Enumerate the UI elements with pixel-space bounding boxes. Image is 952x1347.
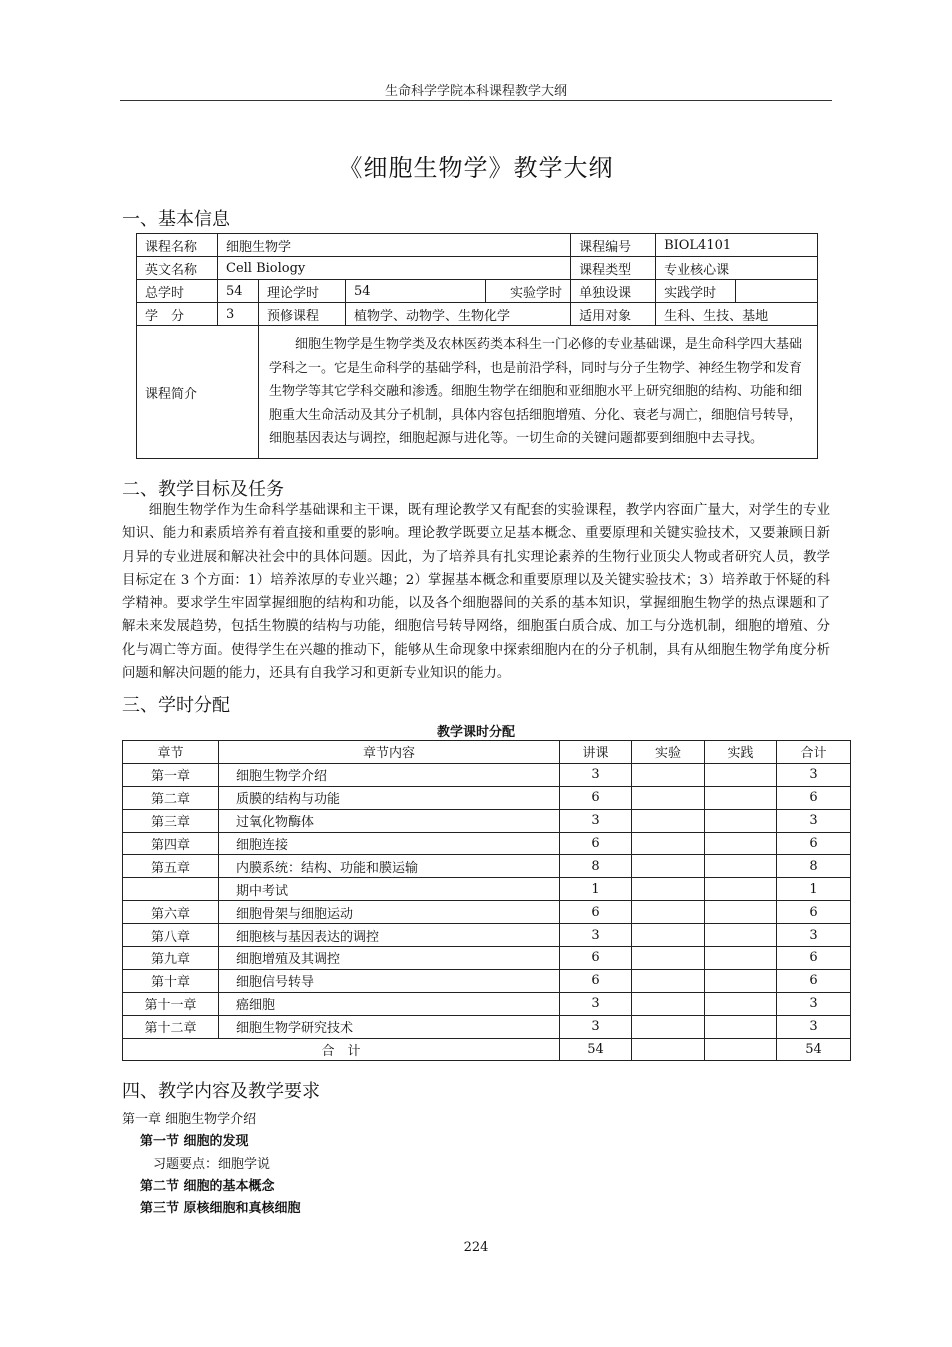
table-row — [123, 763, 851, 786]
info-row — [137, 257, 818, 280]
section-line: 第一节 细胞的发现 — [140, 1134, 249, 1149]
lecture-hours-cell: 8 — [560, 855, 632, 878]
info-label: 学 分 — [137, 303, 218, 326]
table-row — [123, 901, 851, 924]
total-label: 合 计 — [123, 1038, 560, 1061]
lab-hours-cell — [632, 855, 705, 878]
lab-hours-cell — [632, 969, 705, 992]
chapter-title-cell: 细胞生物学介绍 — [219, 763, 560, 786]
objectives-paragraph: 细胞生物学作为生命科学基础课和主干课，既有理论教学又有配套的实验课程，教学内容面广量大，对学生的专业知识、能力和素质培养有着直接和重要的影响。理论教学既要立足基本概念、重要原理和关键实验技术，又要兼顾日新月异的专业进展和解决社会中的具体问题。因此，为了培养具有扎实理论素养的生物行业顶尖人物或者研究人员，教学目标定在 3 个方面：1）培养浓厚的专业兴趣；2）掌握基本概念和重要原理以及关键实验技术；3）培养敢于怀疑的科学精神。要求学生牢固掌握细胞的结构和功能，以及各个细胞器间的关系的基本知识，掌握细胞生物学的热点课题和了解未来发展趋势，包括生物膜的结构与功能，细胞信号转导网络，细胞蛋白质合成、加工与分选机制，细胞的增殖、分化与凋亡等方面。使得学生在兴趣的推动下，能够从生命现象中探索细胞内在的分子机制，具有从细胞生物学角度分析问题和解决问题的能力，还具有自我学习和更新专业知识的能力。 — [122, 503, 830, 682]
table-header-row — [123, 741, 851, 764]
chapter-cell: 第十章 — [123, 969, 219, 992]
exercise-points: 习题要点：细胞学说 — [153, 1157, 271, 1172]
info-value-credits: 3 — [218, 303, 259, 326]
chapter-title-cell: 细胞生物学研究技术 — [219, 1015, 560, 1038]
column-header: 实践 — [705, 741, 777, 764]
lecture-hours-cell: 3 — [560, 1015, 632, 1038]
info-value-course-code: BIOL4101 — [656, 234, 818, 257]
chapter-cell: 第一章 — [123, 763, 219, 786]
practice-hours-cell — [705, 1015, 777, 1038]
lab-hours-cell — [632, 1015, 705, 1038]
practice-hours-cell — [705, 832, 777, 855]
practice-hours-cell — [705, 901, 777, 924]
chapter-heading: 第一章 细胞生物学介绍 — [122, 1112, 257, 1127]
chapter-cell: 第六章 — [123, 901, 219, 924]
info-label: 实践学时 — [656, 280, 736, 303]
info-label: 总学时 — [137, 280, 218, 303]
lab-hours-cell — [632, 992, 705, 1015]
column-header: 讲课 — [560, 741, 632, 764]
total-practice — [705, 1038, 777, 1061]
lab-hours-cell — [632, 809, 705, 832]
info-label: 预修课程 — [259, 303, 346, 326]
total-hours-cell: 6 — [777, 947, 851, 970]
chapter-title-cell: 质膜的结构与功能 — [219, 786, 560, 809]
lab-hours-cell — [632, 901, 705, 924]
total-lecture: 54 — [560, 1038, 632, 1061]
practice-hours-cell — [705, 855, 777, 878]
chapter-cell: 第五章 — [123, 855, 219, 878]
table-row — [123, 969, 851, 992]
table-caption: 教学课时分配 — [436, 725, 515, 740]
info-value-english-name: Cell Biology — [218, 257, 571, 280]
chapter-title-cell: 细胞增殖及其调控 — [219, 947, 560, 970]
info-label: 适用对象 — [571, 303, 656, 326]
total-sum: 54 — [777, 1038, 851, 1061]
info-label: 英文名称 — [137, 257, 218, 280]
chapter-title-cell: 细胞骨架与细胞运动 — [219, 901, 560, 924]
practice-hours-cell — [705, 992, 777, 1015]
practice-hours-cell — [705, 763, 777, 786]
table-row — [123, 855, 851, 878]
chapter-cell: 第八章 — [123, 924, 219, 947]
hours-table — [122, 740, 851, 1061]
info-value-practice-hours — [736, 280, 818, 303]
lecture-hours-cell: 3 — [560, 992, 632, 1015]
lab-hours-cell — [632, 763, 705, 786]
chapter-title-cell: 期中考试 — [219, 878, 560, 901]
table-row — [123, 832, 851, 855]
lecture-hours-cell: 3 — [560, 763, 632, 786]
column-header: 合计 — [777, 741, 851, 764]
info-label: 课程名称 — [137, 234, 218, 257]
lab-hours-cell — [632, 786, 705, 809]
lecture-hours-cell: 6 — [560, 969, 632, 992]
table-row — [123, 947, 851, 970]
chapter-cell — [123, 878, 219, 901]
chapter-cell: 第九章 — [123, 947, 219, 970]
chapter-cell: 第十二章 — [123, 1015, 219, 1038]
table-row — [123, 809, 851, 832]
basic-info-table — [136, 233, 818, 459]
lecture-hours-cell: 6 — [560, 947, 632, 970]
chapter-title-cell: 癌细胞 — [219, 992, 560, 1015]
practice-hours-cell — [705, 809, 777, 832]
lecture-hours-cell: 6 — [560, 786, 632, 809]
info-label: 单独设课 — [571, 280, 656, 303]
chapter-title-cell: 内膜系统：结构、功能和膜运输 — [219, 855, 560, 878]
total-hours-cell: 3 — [777, 1015, 851, 1038]
practice-hours-cell — [705, 969, 777, 992]
chapter-title-cell: 细胞连接 — [219, 832, 560, 855]
info-value-total-hours: 54 — [218, 280, 259, 303]
total-hours-cell: 3 — [777, 992, 851, 1015]
lecture-hours-cell: 3 — [560, 924, 632, 947]
section-line: 第二节 细胞的基本概念 — [140, 1179, 275, 1194]
info-value-prereq: 植物学、动物学、生物化学 — [346, 303, 571, 326]
info-value-audience: 生科、生技、基地 — [656, 303, 818, 326]
lecture-hours-cell: 6 — [560, 832, 632, 855]
lecture-hours-cell: 3 — [560, 809, 632, 832]
info-value-course-name: 细胞生物学 — [218, 234, 571, 257]
info-row — [137, 234, 818, 257]
chapter-title-cell: 细胞核与基因表达的调控 — [219, 924, 560, 947]
practice-hours-cell — [705, 947, 777, 970]
total-hours-cell: 6 — [777, 969, 851, 992]
column-header: 章节内容 — [219, 741, 560, 764]
column-header: 实验 — [632, 741, 705, 764]
document-title: 《细胞生物学》教学大纲 — [338, 154, 614, 182]
running-header: 生命科学学院本科课程教学大纲 — [384, 84, 567, 99]
chapter-title-cell: 细胞信号转导 — [219, 969, 560, 992]
practice-hours-cell — [705, 924, 777, 947]
table-row — [123, 878, 851, 901]
table-row — [123, 1015, 851, 1038]
chapter-cell: 第二章 — [123, 786, 219, 809]
info-value-theory-hours: 54 — [346, 280, 486, 303]
info-label: 课程类型 — [571, 257, 656, 280]
lab-hours-cell — [632, 947, 705, 970]
info-label: 实验学时 — [486, 280, 571, 303]
lecture-hours-cell: 1 — [560, 878, 632, 901]
lab-hours-cell — [632, 878, 705, 901]
info-row — [137, 303, 818, 326]
table-total-row — [123, 1038, 851, 1061]
lab-hours-cell — [632, 832, 705, 855]
chapter-cell: 第三章 — [123, 809, 219, 832]
total-hours-cell: 8 — [777, 855, 851, 878]
chapter-title-cell: 过氧化物酶体 — [219, 809, 560, 832]
info-row — [137, 280, 818, 303]
total-hours-cell: 3 — [777, 763, 851, 786]
total-lab — [632, 1038, 705, 1061]
section-heading-basic-info: 一、基本信息 — [122, 209, 230, 230]
lab-hours-cell — [632, 924, 705, 947]
chapter-cell: 第十一章 — [123, 992, 219, 1015]
practice-hours-cell — [705, 786, 777, 809]
table-row — [123, 786, 851, 809]
info-label: 课程编号 — [571, 234, 656, 257]
info-row-intro — [137, 326, 818, 459]
practice-hours-cell — [705, 878, 777, 901]
total-hours-cell: 3 — [777, 809, 851, 832]
total-hours-cell: 6 — [777, 901, 851, 924]
column-header: 章节 — [123, 741, 219, 764]
chapter-cell: 第四章 — [123, 832, 219, 855]
header-rule — [120, 100, 832, 101]
info-value-course-type: 专业核心课 — [656, 257, 818, 280]
section-line: 第三节 原核细胞和真核细胞 — [140, 1201, 301, 1216]
section-heading-objectives: 二、教学目标及任务 — [122, 479, 284, 500]
page-number: 224 — [463, 1240, 489, 1255]
section-heading-hours: 三、学时分配 — [122, 695, 230, 716]
lecture-hours-cell: 6 — [560, 901, 632, 924]
total-hours-cell: 6 — [777, 832, 851, 855]
total-hours-cell: 6 — [777, 786, 851, 809]
info-label: 课程简介 — [137, 326, 259, 459]
section-heading-content: 四、教学内容及教学要求 — [122, 1081, 320, 1102]
table-row — [123, 924, 851, 947]
course-intro-text: 细胞生物学是生物学类及农林医药类本科生一门必修的专业基础课，是生命科学四大基础学科之一。它是生命科学的基础学科，也是前沿学科，同时与分子生物学、神经生物学和发育生物学等其它学科交融和渗透。细胞生物学在细胞和亚细胞水平上研究细胞的结构、功能和细胞重大生命活动及其分子机制，具体内容包括细胞增殖、分化、衰老与凋亡，细胞信号转导，细胞基因表达与调控，细胞起源与进化等。一切生命的关键问题都要到细胞中去寻找。 — [259, 326, 818, 459]
table-row — [123, 992, 851, 1015]
info-label: 理论学时 — [259, 280, 346, 303]
total-hours-cell: 3 — [777, 924, 851, 947]
total-hours-cell: 1 — [777, 878, 851, 901]
